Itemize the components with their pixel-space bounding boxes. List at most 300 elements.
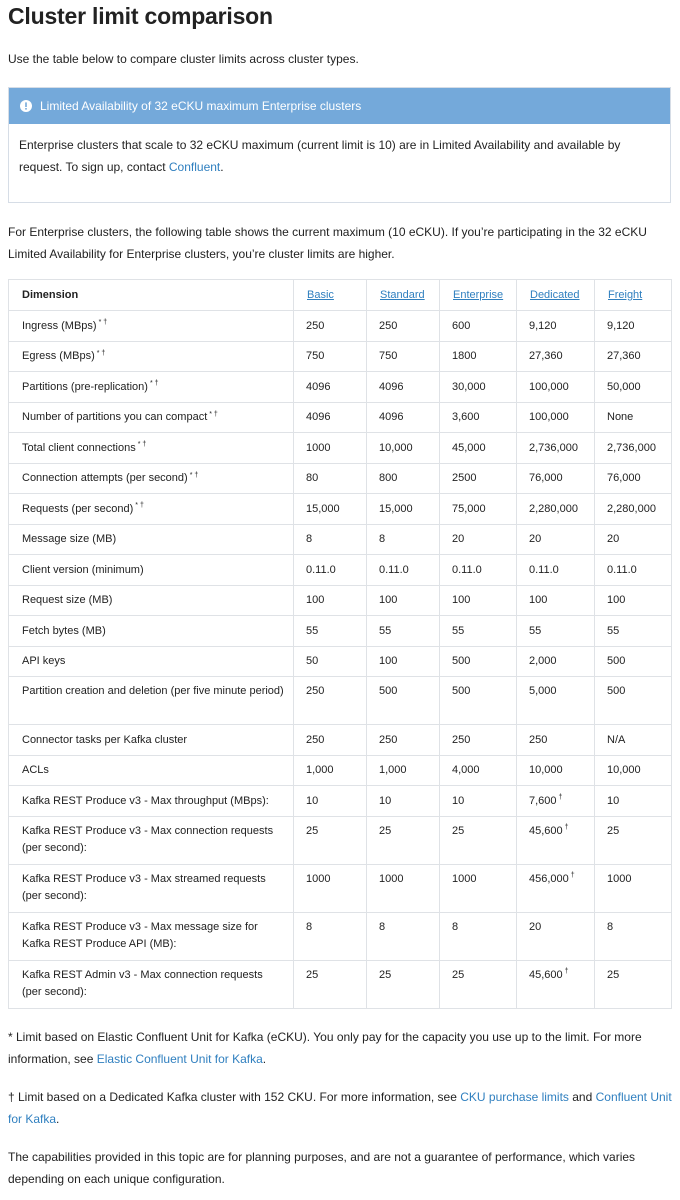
cell-value: 250	[379, 319, 398, 332]
value-cell	[440, 524, 517, 555]
dedicated-column-header	[517, 280, 595, 311]
value-cell	[294, 646, 367, 677]
table-row	[9, 616, 672, 647]
footnote-ecku-text: * Limit based on Elastic Confluent Unit for Kafka (eCKU). You only pay for the capacity you use up to the limit. For more information, see	[8, 1029, 642, 1066]
cell-value: 5,000	[529, 685, 557, 697]
footnote-marker: * †	[137, 441, 147, 449]
footnote-marker: †	[564, 823, 569, 831]
cell-value: 456,000	[529, 872, 569, 885]
dimension-label: ACLs	[22, 764, 49, 777]
cell-value: 750	[379, 350, 398, 363]
freight-column-header	[595, 280, 672, 311]
value-cell	[440, 402, 517, 433]
value-cell	[294, 786, 367, 817]
value-cell	[595, 555, 672, 586]
value-cell	[367, 677, 440, 725]
value-cell	[517, 616, 595, 647]
cell-value: 25	[306, 968, 319, 981]
cell-value: 0.11.0	[306, 563, 336, 576]
notice-header	[9, 88, 670, 124]
cell-value: 2,736,000	[529, 441, 578, 454]
cell-value: 75,000	[452, 502, 486, 515]
cell-value: 1000	[607, 872, 632, 885]
cell-value: 1000	[379, 872, 404, 885]
dimension-label: Client version (minimum)	[22, 563, 144, 576]
value-cell	[367, 524, 440, 555]
value-cell	[294, 494, 367, 525]
dimension-cell	[9, 372, 294, 403]
value-cell	[517, 912, 595, 960]
table-row	[9, 755, 672, 786]
value-cell	[367, 341, 440, 372]
table-header-row	[9, 280, 672, 311]
value-cell	[440, 433, 517, 464]
value-cell	[595, 960, 672, 1008]
value-cell	[517, 585, 595, 616]
footnote-marker: * †	[98, 319, 108, 327]
cell-value: 2,280,000	[607, 502, 656, 515]
cell-value: 100,000	[529, 411, 569, 424]
cell-value: 4096	[306, 411, 331, 424]
dimension-label: Message size (MB)	[22, 533, 117, 546]
value-cell	[294, 725, 367, 756]
page-title: Cluster limit comparison	[8, 3, 273, 29]
cell-value: 0.11.0	[379, 563, 409, 576]
value-cell	[517, 755, 595, 786]
cell-value: 50,000	[607, 380, 641, 393]
value-cell	[595, 786, 672, 817]
value-cell	[595, 912, 672, 960]
cell-value: 250	[529, 733, 548, 746]
cell-value: 15,000	[306, 502, 340, 515]
value-cell	[294, 433, 367, 464]
cell-value: 25	[452, 968, 465, 981]
value-cell	[367, 616, 440, 647]
cell-value: 1800	[452, 350, 477, 363]
standard-link[interactable]: Standard	[380, 289, 425, 301]
cell-value: 76,000	[529, 472, 563, 485]
value-cell	[294, 402, 367, 433]
value-cell	[440, 725, 517, 756]
value-cell	[294, 341, 367, 372]
value-cell	[595, 524, 672, 555]
cell-value: 8	[379, 533, 386, 546]
table-body	[9, 311, 672, 1009]
footnote-marker: * †	[189, 471, 199, 479]
cell-value: 15,000	[379, 502, 413, 515]
cell-value: 500	[379, 685, 398, 697]
dimension-label: Kafka REST Produce v3 - Max throughput (MBps):	[22, 794, 269, 807]
cell-value: 100	[452, 594, 471, 607]
cell-value: 250	[452, 733, 471, 746]
value-cell	[367, 912, 440, 960]
cell-value: 250	[306, 319, 325, 332]
dimension-label: Egress (MBps)	[22, 350, 95, 363]
value-cell	[595, 755, 672, 786]
value-cell	[517, 725, 595, 756]
value-cell	[595, 341, 672, 372]
value-cell	[440, 555, 517, 586]
value-cell	[517, 433, 595, 464]
table-row	[9, 585, 672, 616]
cell-value: 55	[379, 624, 392, 637]
value-cell	[517, 677, 595, 725]
value-cell	[367, 786, 440, 817]
cell-value: 800	[379, 472, 398, 485]
cell-value: 25	[607, 968, 620, 981]
value-cell	[517, 311, 595, 342]
cell-value: 30,000	[452, 380, 486, 393]
footnote-cku-text: † Limit based on a Dedicated Kafka cluster with 152 CKU. For more information, see	[8, 1089, 461, 1104]
value-cell	[367, 864, 440, 912]
dimension-cell	[9, 725, 294, 756]
cell-value: 45,600	[529, 968, 563, 981]
value-cell	[595, 646, 672, 677]
cell-value: 4096	[379, 380, 404, 393]
value-cell	[294, 816, 367, 864]
cku-purchase-limits-link[interactable]: CKU purchase limits	[460, 1089, 569, 1104]
dedicated-link[interactable]: Dedicated	[530, 289, 580, 301]
cell-value: 2,000	[529, 655, 557, 668]
value-cell	[517, 372, 595, 403]
cell-value: 55	[529, 624, 542, 637]
value-cell	[367, 555, 440, 586]
value-cell	[294, 585, 367, 616]
value-cell	[517, 524, 595, 555]
footnote-cku	[8, 1086, 672, 1130]
value-cell	[367, 494, 440, 525]
footnote-marker: †	[564, 967, 569, 975]
value-cell	[595, 494, 672, 525]
cell-value: 25	[452, 824, 465, 837]
table-row	[9, 402, 672, 433]
value-cell	[440, 864, 517, 912]
value-cell	[294, 555, 367, 586]
footnote-cku-end: .	[56, 1111, 60, 1126]
cell-value: 25	[306, 824, 319, 837]
value-cell	[367, 372, 440, 403]
enterprise-link[interactable]: Enterprise	[453, 289, 504, 301]
cell-value: 4,000	[452, 764, 480, 777]
intro-text: Use the table below to compare cluster limits across cluster types.	[8, 52, 359, 66]
cell-value: 2,280,000	[529, 502, 578, 515]
cell-value: 9,120	[607, 319, 635, 332]
cell-value: 1000	[306, 441, 331, 454]
value-cell	[294, 524, 367, 555]
value-cell	[294, 864, 367, 912]
value-cell	[294, 755, 367, 786]
contact-confluent-link[interactable]: Confluent	[168, 160, 221, 174]
cell-value: 4096	[306, 380, 331, 393]
cell-value: 10	[306, 794, 319, 807]
footnote-marker: * †	[96, 349, 106, 357]
dimension-cell	[9, 864, 294, 912]
value-cell	[517, 960, 595, 1008]
footnote-marker: * †	[209, 410, 218, 418]
freight-link[interactable]: Freight	[608, 289, 643, 301]
dimension-cell	[9, 341, 294, 372]
cell-value: 10	[607, 794, 620, 807]
cell-value: 25	[379, 824, 392, 837]
table-row	[9, 646, 672, 677]
value-cell	[595, 725, 672, 756]
cell-value: None	[607, 411, 634, 424]
cell-value: 0.11.0	[452, 563, 482, 576]
cell-value: 100	[379, 594, 398, 607]
table-row	[9, 463, 672, 494]
cell-value: 750	[306, 350, 325, 363]
cell-value: 10	[379, 794, 392, 807]
value-cell	[440, 960, 517, 1008]
page	[8, 0, 672, 1190]
cell-value: 8	[607, 920, 614, 933]
value-cell	[440, 912, 517, 960]
dimension-label: Partition creation and deletion (per five minute period)	[22, 685, 284, 697]
value-cell	[517, 494, 595, 525]
cell-value: 25	[379, 968, 392, 981]
dimension-label: Kafka REST Admin v3 - Max connection requests (per second):	[22, 968, 263, 998]
table-row	[9, 372, 672, 403]
cell-value: 500	[452, 655, 471, 668]
cell-value: 20	[529, 920, 542, 933]
value-cell	[367, 755, 440, 786]
dimension-label: Kafka REST Produce v3 - Max connection requests (per second):	[22, 824, 274, 854]
value-cell	[440, 585, 517, 616]
cell-value: 1,000	[379, 764, 407, 777]
cell-value: 250	[379, 733, 398, 746]
cell-value: 20	[607, 533, 620, 546]
dimension-label: Request size (MB)	[22, 594, 113, 607]
dimension-cell	[9, 616, 294, 647]
dimension-cell	[9, 585, 294, 616]
value-cell	[367, 646, 440, 677]
cluster-limits-table	[8, 279, 672, 1009]
dimension-cell	[9, 755, 294, 786]
table-row	[9, 433, 672, 464]
planning-disclaimer: The capabilities provided in this topic are for planning purposes, and are not a guarantee of performance, which varies depending on each unique configuration.	[8, 1149, 636, 1186]
cell-value: 10	[452, 794, 465, 807]
cell-value: 7,600	[529, 794, 557, 807]
cell-value: 2500	[452, 472, 477, 485]
value-cell	[440, 677, 517, 725]
dimension-label: Partitions (pre-replication)	[22, 380, 148, 393]
cell-value: 8	[306, 533, 313, 546]
cell-value: 100,000	[529, 380, 569, 393]
dimension-cell	[9, 463, 294, 494]
value-cell	[517, 864, 595, 912]
cell-value: 80	[306, 472, 319, 485]
value-cell	[517, 646, 595, 677]
value-cell	[517, 786, 595, 817]
cell-value: 500	[607, 655, 626, 668]
value-cell	[367, 585, 440, 616]
value-cell	[440, 616, 517, 647]
cell-value: 50	[306, 655, 319, 668]
enterprise-column-header	[440, 280, 517, 311]
value-cell	[595, 864, 672, 912]
value-cell	[517, 816, 595, 864]
standard-column-header	[367, 280, 440, 311]
cell-value: 20	[529, 533, 542, 546]
value-cell	[367, 463, 440, 494]
table-row	[9, 311, 672, 342]
cell-value: 2,736,000	[607, 441, 656, 454]
enterprise-note: For Enterprise clusters, the following table shows the current maximum (10 eCKU). If you’re participating in the 32 eCKU Limited Availability for Enterprise clusters, you’re cluster limits are higher.	[8, 225, 647, 261]
cell-value: 45,600	[529, 824, 563, 837]
value-cell	[595, 463, 672, 494]
value-cell	[595, 616, 672, 647]
cell-value: 9,120	[529, 319, 557, 332]
cell-value: 1000	[306, 872, 331, 885]
cell-value: 250	[306, 685, 325, 697]
dimension-cell	[9, 555, 294, 586]
dimension-cell	[9, 311, 294, 342]
value-cell	[294, 463, 367, 494]
cell-value: 0.11.0	[529, 563, 559, 576]
value-cell	[294, 372, 367, 403]
cell-value: 8	[306, 920, 313, 933]
notice-body-end: .	[220, 160, 224, 174]
dimension-cell	[9, 646, 294, 677]
table-row	[9, 341, 672, 372]
value-cell	[367, 402, 440, 433]
cell-value: 27,360	[607, 350, 641, 363]
cell-value: 45,000	[452, 441, 486, 454]
cell-value: 100	[529, 594, 548, 607]
table-row	[9, 912, 672, 960]
table-row	[9, 960, 672, 1008]
value-cell	[595, 372, 672, 403]
dimension-header: Dimension	[9, 280, 294, 311]
info-icon	[20, 100, 32, 112]
value-cell	[440, 816, 517, 864]
basic-column-header	[294, 280, 367, 311]
value-cell	[440, 311, 517, 342]
value-cell	[517, 402, 595, 433]
value-cell	[367, 960, 440, 1008]
footnote-marker: * †	[135, 502, 144, 510]
dimension-label: Kafka REST Produce v3 - Max message size for Kafka REST Produce API (MB):	[22, 920, 258, 950]
value-cell	[517, 555, 595, 586]
table-row	[9, 864, 672, 912]
dimension-cell	[9, 816, 294, 864]
dimension-cell	[9, 912, 294, 960]
footnote-marker: †	[570, 871, 575, 879]
dimension-label: Requests (per second)	[22, 502, 134, 515]
dimension-cell	[9, 524, 294, 555]
dimension-label: Number of partitions you can compact	[22, 411, 208, 424]
dimension-cell	[9, 786, 294, 817]
table-row	[9, 816, 672, 864]
value-cell	[294, 616, 367, 647]
cell-value: 3,600	[452, 411, 480, 424]
footnote-ecku-end: .	[262, 1051, 267, 1066]
cell-value: 8	[452, 920, 459, 933]
dimension-label: Connector tasks per Kafka cluster	[22, 733, 188, 746]
dimension-label: API keys	[22, 655, 66, 668]
value-cell	[517, 341, 595, 372]
value-cell	[440, 494, 517, 525]
cell-value: 600	[452, 319, 471, 332]
dimension-cell	[9, 494, 294, 525]
value-cell	[367, 311, 440, 342]
footnote-marker: * †	[149, 380, 159, 388]
cell-value: 0.11.0	[607, 563, 637, 576]
footnote-ecku	[8, 1026, 672, 1070]
cell-value: 55	[452, 624, 465, 637]
cell-value: 500	[607, 685, 626, 697]
table-row	[9, 677, 672, 725]
value-cell	[440, 463, 517, 494]
cell-value: 100	[607, 594, 626, 607]
value-cell	[595, 677, 672, 725]
dimension-label: Total client connections	[22, 441, 136, 454]
cell-value: 100	[379, 655, 398, 668]
value-cell	[595, 816, 672, 864]
table-row	[9, 725, 672, 756]
value-cell	[440, 646, 517, 677]
confluent-unit-link[interactable]: Confluent Unit for Kafka	[8, 1089, 672, 1126]
value-cell	[294, 960, 367, 1008]
notice-body-text: Enterprise clusters that scale to 32 eCKU maximum (current limit is 10) are in Limited Availability and available by request. To sign up, contact	[19, 138, 621, 174]
cell-value: 20	[452, 533, 465, 546]
dimension-cell	[9, 433, 294, 464]
cell-value: 10,000	[607, 764, 641, 777]
value-cell	[595, 311, 672, 342]
cell-value: 8	[379, 920, 386, 933]
value-cell	[440, 341, 517, 372]
value-cell	[294, 311, 367, 342]
cell-value: 500	[452, 685, 471, 697]
dimension-label: Ingress (MBps)	[22, 319, 97, 332]
ecku-link[interactable]: Elastic Confluent Unit for Kafka	[96, 1051, 263, 1066]
value-cell	[595, 433, 672, 464]
footnote-marker: †	[558, 794, 563, 802]
footnote-cku-mid: and	[568, 1089, 596, 1104]
value-cell	[440, 786, 517, 817]
value-cell	[517, 463, 595, 494]
cell-value: 55	[607, 624, 620, 637]
value-cell	[294, 912, 367, 960]
dimension-cell	[9, 960, 294, 1008]
dimension-cell	[9, 677, 294, 725]
cell-value: 25	[607, 824, 620, 837]
notice-body	[9, 124, 670, 202]
cell-value: 10,000	[379, 441, 413, 454]
dimension-label: Kafka REST Produce v3 - Max streamed requests (per second):	[22, 872, 266, 902]
value-cell	[440, 372, 517, 403]
cell-value: 1000	[452, 872, 477, 885]
cell-value: N/A	[607, 733, 626, 746]
value-cell	[367, 433, 440, 464]
basic-link[interactable]: Basic	[307, 289, 334, 301]
dimension-cell	[9, 402, 294, 433]
value-cell	[367, 816, 440, 864]
cell-value: 250	[306, 733, 325, 746]
cell-value: 27,360	[529, 350, 563, 363]
cell-value: 100	[306, 594, 325, 607]
cell-value: 1,000	[306, 764, 334, 777]
value-cell	[595, 585, 672, 616]
notice-heading: Limited Availability of 32 eCKU maximum Enterprise clusters	[40, 99, 362, 113]
dimension-label: Connection attempts (per second)	[22, 472, 188, 485]
cell-value: 10,000	[529, 764, 563, 777]
table-row	[9, 494, 672, 525]
dimension-label: Fetch bytes (MB)	[22, 624, 106, 637]
value-cell	[440, 755, 517, 786]
value-cell	[294, 677, 367, 725]
table-row	[9, 555, 672, 586]
